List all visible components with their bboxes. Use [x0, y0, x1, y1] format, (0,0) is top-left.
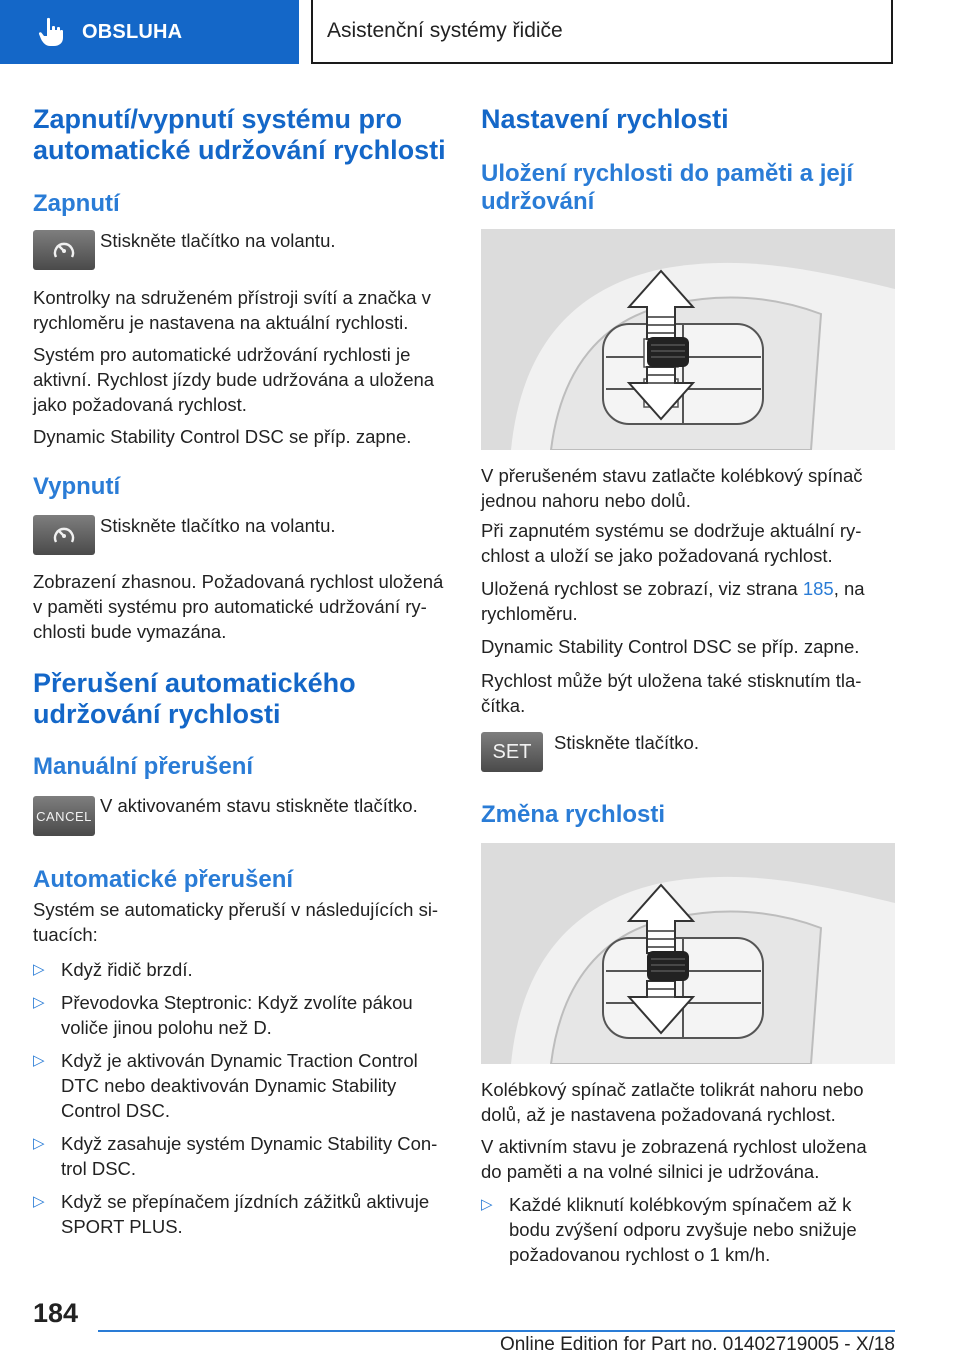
on-paragraph-3: Dynamic Stability Control DSC se příp. zapne. [33, 426, 412, 447]
store-paragraph-4: Dynamic Stability Control DSC se příp. zapne. [481, 636, 860, 657]
heading-interruption: Přerušení automatického udržování rychlosti [33, 668, 356, 729]
list-item: ▷ Převodovka Steptronic: Když zvolíte pákou voliče jinou polohu než D. [33, 992, 413, 1038]
cruise-control-icon [51, 524, 77, 546]
set-button-label: SET [492, 740, 532, 763]
list-item: ▷ Když zasahuje systém Dynamic Stability Con- trol DSC. [33, 1133, 438, 1179]
store-paragraph-5: Rychlost může být uložena také stisknutím tla- čítka. [481, 670, 862, 716]
subheading-manual: Manuální přerušení [33, 753, 254, 780]
subheading-on: Zapnutí [33, 190, 120, 217]
subheading-store-speed: Uložení rychlosti do paměti a její udržování [481, 160, 854, 215]
subheading-automatic: Automatické přerušení [33, 866, 294, 893]
off-instruction: Stiskněte tlačítko na volantu. [100, 515, 336, 536]
store-paragraph-1: V přerušeném stavu zatlačte kolébkový spínač jednou nahoru nebo dolů. [481, 465, 863, 511]
cruise-control-icon [51, 239, 77, 261]
section-tab-label: OBSLUHA [82, 20, 183, 43]
triangle-bullet-icon: ▷ [481, 1196, 493, 1213]
page-number: 184 [33, 1298, 79, 1328]
steering-wheel-rocker-switch-photo [481, 229, 895, 450]
cancel-button-label: CANCEL [36, 808, 92, 824]
triangle-bullet-icon: ▷ [33, 1193, 45, 1210]
manual-instruction: V aktivovaném stavu stiskněte tlačítko. [100, 795, 418, 816]
triangle-bullet-icon: ▷ [33, 1135, 45, 1152]
on-paragraph-2: Systém pro automatické udržování rychlosti je aktivní. Rychlost jízdy bude udržována a uložena jako požadovaná rychlost. [33, 344, 435, 415]
cruise-control-button-image [33, 515, 95, 555]
change-paragraph-2: V aktivním stavu je zobrazená rychlost uložena do paměti a na volné silnici je udržována. [481, 1136, 867, 1182]
automatic-bullet-list [33, 957, 447, 1239]
section-tab[interactable] [0, 0, 299, 64]
change-paragraph-1: Kolébkový spínač zatlačte tolikrát nahoru nebo dolů, až je nastavena požadovaná rychlost. [481, 1079, 864, 1125]
steering-wheel-rocker-switch-photo [481, 843, 895, 1064]
set-button-image [481, 732, 543, 772]
cancel-button-image [33, 796, 95, 836]
list-item: ▷ Když je aktivován Dynamic Traction Control DTC nebo deaktivován Dynamic Stability Control DSC. [33, 1050, 418, 1121]
list-item: ▷ Když řidič brzdí. [33, 959, 193, 980]
list-item: ▷ Když se přepínačem jízdních zážitků aktivuje SPORT PLUS. [33, 1191, 430, 1237]
store-paragraph-3: Uložená rychlost se zobrazí, viz strana 185, na rychloměru. [481, 578, 865, 624]
subheading-change-speed: Změna rychlosti [481, 801, 666, 828]
triangle-bullet-icon: ▷ [33, 1052, 45, 1069]
cruise-control-button-image [33, 230, 95, 270]
subheading-off: Vypnutí [33, 473, 121, 500]
on-instruction: Stiskněte tlačítko na volantu. [100, 230, 336, 251]
set-instruction: Stiskněte tlačítko. [554, 732, 699, 753]
edition-note: Online Edition for Part no. 01402719005 - X/18 [499, 1334, 895, 1355]
list-item: ▷ Každé kliknutí kolébkovým spínačem až k bodu zvýšení odporu zvyšuje nebo snižuje požadovanou rychlost o 1 km/h. [481, 1194, 857, 1265]
heading-speed-setting: Nastavení rychlosti [481, 104, 729, 134]
automatic-paragraph: Systém se automaticky přeruší v následujících si- tuacích: [33, 899, 439, 945]
page-reference-link[interactable]: 185 [802, 578, 834, 599]
on-paragraph-1: Kontrolky na sdruženém přístroji svítí a značka v rychloměru je nastavena na aktuální rychlosti. [33, 287, 431, 333]
off-paragraph: Zobrazení zhasnou. Požadovaná rychlost uložená v paměti systému pro automatické udržování ry- chlosti bude vymazána. [33, 571, 444, 642]
chapter-header [311, 0, 893, 64]
triangle-bullet-icon: ▷ [33, 961, 45, 978]
chapter-title: Asistenční systémy řidiče [327, 19, 563, 42]
footer-divider [98, 1330, 895, 1332]
heading-on-off: Zapnutí/vypnutí systému pro automatické udržování rychlosti [33, 104, 446, 165]
store-paragraph-2: Při zapnutém systému se dodržuje aktuální ry- chlost a uloží se jako požadovaná rychlost. [481, 520, 862, 566]
hand-pointer-icon [38, 17, 64, 47]
triangle-bullet-icon: ▷ [33, 994, 45, 1011]
